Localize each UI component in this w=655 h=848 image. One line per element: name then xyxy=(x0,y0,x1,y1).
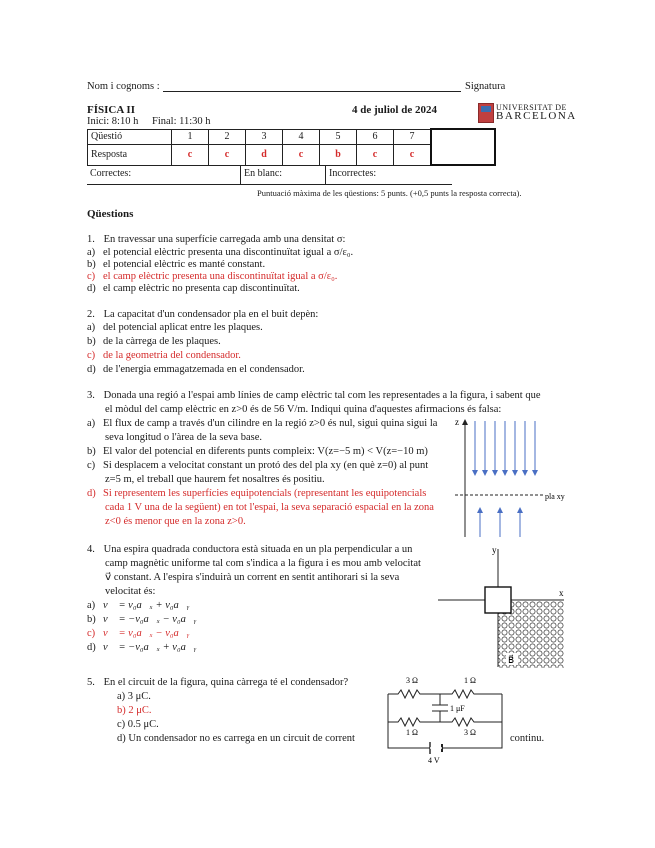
q4-option-a[interactable]: a) v⃗ = v₀a⃗ₓ + v₀a⃗ᵧ xyxy=(87,600,190,611)
q3-option-a-line2: seva longitud o l'àrea de la seva base. xyxy=(105,432,262,443)
q1-option-a[interactable]: a) el potencial elèctric presenta una discontinuïtat igual a σ/ε₀. xyxy=(87,247,354,258)
exam-date: 4 de juliol de 2024 xyxy=(352,104,437,116)
wire-right xyxy=(442,694,502,748)
q3-option-c-line1[interactable]: c) Si desplacem a velocitat constant un protó des del pla xy (en què z=0) al punt xyxy=(87,460,429,471)
answer-header: Resposta xyxy=(88,144,172,165)
resistor-top-right xyxy=(440,690,502,698)
q3-stem-line1: 3. Donada una regió a l'espai amb línies de camp elèctric tal com les representades a la figura, i sabent que xyxy=(87,390,541,401)
blank-label: En blanc: xyxy=(244,168,283,179)
score-box[interactable] xyxy=(431,129,495,165)
question-header: Qüestió xyxy=(88,129,172,144)
answer-cell[interactable]: b xyxy=(320,144,357,165)
field-lines-figure xyxy=(455,415,565,540)
tally-row xyxy=(87,166,452,185)
q4-stem-line2: camp magnètic uniforme tal com s'indica a la figura i es mou amb velocitat xyxy=(105,558,421,569)
answer-cell[interactable]: c xyxy=(357,144,394,165)
circuit-figure xyxy=(380,672,508,764)
resistor-bottom-left xyxy=(388,718,440,726)
q3-option-d-line3: z<0 és menor que en la zona z>0. xyxy=(105,516,246,527)
battery-label: 4 V xyxy=(428,756,440,764)
z-axis-arrow-icon xyxy=(462,419,468,425)
question-number: 2 xyxy=(209,129,246,144)
answer-cell[interactable]: c xyxy=(283,144,320,165)
q4-stem-line1: 4. Una espira quadrada conductora està situada en un pla perpendicular a un xyxy=(87,544,413,555)
q2-option-d[interactable]: d) de l'energia emmagatzemada en el condensador. xyxy=(87,364,305,375)
question-number: 6 xyxy=(357,129,394,144)
q4-option-c[interactable]: c) v⃗ = v₀a⃗ₓ − v₀a⃗ᵧ xyxy=(87,628,190,639)
q5-option-a[interactable]: a) 3 μC. xyxy=(117,691,151,702)
xy-plane-label: pla xy xyxy=(545,492,565,501)
square-loop xyxy=(485,587,511,613)
q1-stem: 1. En travessar una superfície carregada amb una densitat σ: xyxy=(87,234,346,245)
name-label: Nom i cognoms : xyxy=(87,81,160,92)
q3-option-d-line1[interactable]: d) Si representem les superfícies equipotencials (representant les equipotencials xyxy=(87,488,427,499)
correct-label: Correctes: xyxy=(90,168,132,179)
incorrect-label: Incorrectes: xyxy=(329,168,377,179)
question-number: 7 xyxy=(394,129,432,144)
wire-left xyxy=(388,694,430,748)
university-logo-icon xyxy=(478,103,494,123)
q3-option-a-line1[interactable]: a) El flux de camp a través d'un cilindre en la regió z>0 és nul, sigui quina sigui la xyxy=(87,418,438,429)
answer-cell[interactable]: c xyxy=(172,144,209,165)
y-axis-label: y xyxy=(492,545,497,555)
r-top-left-label: 3 Ω xyxy=(406,676,418,685)
q2-option-b[interactable]: b) de la càrrega de les plaques. xyxy=(87,336,221,347)
capacitor-label: 1 μF xyxy=(450,704,465,713)
answer-cell[interactable]: d xyxy=(246,144,283,165)
resistor-top-left xyxy=(388,690,440,698)
q4-stem-line4: velocitat és: xyxy=(105,586,156,597)
end-time: Final: 11:30 h xyxy=(152,116,211,127)
q5-option-d[interactable]: d) Un condensador no es carrega en un circuit de corrent xyxy=(117,733,355,744)
name-line[interactable] xyxy=(163,91,461,92)
answer-table xyxy=(87,128,496,166)
b-field-label: B⃗ xyxy=(508,655,515,665)
q5-stem: 5. En el circuit de la figura, quina càrrega té el condensador? xyxy=(87,677,349,688)
question-row xyxy=(88,129,496,144)
question-number: 4 xyxy=(283,129,320,144)
q2-option-a[interactable]: a) del potencial aplicat entre les plaques. xyxy=(87,322,263,333)
q3-option-b[interactable]: b) El valor del potencial en diferents punts compleix: V(z=−5 m) < V(z=−10 m) xyxy=(87,446,428,457)
q3-option-c-line2: z=5 m, el treball que haurem fet nosaltres és positiu. xyxy=(105,474,325,485)
q5-option-d-end: continu. xyxy=(510,733,545,744)
university-name-small: UNIVERSITAT DE xyxy=(496,103,567,112)
question-number: 3 xyxy=(246,129,283,144)
q1-option-d[interactable]: d) el camp elèctric no presenta cap discontinuïtat. xyxy=(87,283,300,294)
answer-cell[interactable]: c xyxy=(394,144,432,165)
university-name: BARCELONA xyxy=(496,110,577,122)
x-axis-label: x xyxy=(559,588,564,598)
q3-option-d-line2: cada 1 V una de la següent) en tot l'espai, la seva separació espacial en la zona xyxy=(105,502,434,513)
course-title: FÍSICA II xyxy=(87,104,135,116)
z-axis-label: z xyxy=(455,417,459,427)
question-number: 5 xyxy=(320,129,357,144)
q3-stem-line2: el mòdul del camp elèctric en z>0 és de 56 V/m. Indiqui quina d'aquestes afirmacions és falsa: xyxy=(105,404,502,415)
q4-stem-line3: v⃗ constant. A l'espira s'induirà un corrent en sentit antihorari si la seva xyxy=(105,572,400,583)
q2-stem: 2. La capacitat d'un condensador pla en el buit depèn: xyxy=(87,309,319,320)
answer-cell[interactable]: c xyxy=(209,144,246,165)
score-note: Puntuació màxima de les qüestions: 5 punts. (+0,5 punts la resposta correcta). xyxy=(257,188,522,198)
r-bottom-right-label: 3 Ω xyxy=(464,728,476,737)
resistor-bottom-right xyxy=(440,718,502,726)
q5-option-c[interactable]: c) 0.5 μC. xyxy=(117,719,159,730)
question-number: 1 xyxy=(172,129,209,144)
q2-option-c[interactable]: c) de la geometria del condensador. xyxy=(87,350,241,361)
q1-option-c[interactable]: c) el camp elèctric presenta una discontinuïtat igual a σ/ε₀. xyxy=(87,271,338,282)
section-title: Qüestions xyxy=(87,208,134,220)
loop-figure xyxy=(438,545,568,670)
q1-option-b[interactable]: b) el potencial elèctric es manté constant. xyxy=(87,259,266,270)
r-bottom-left-label: 1 Ω xyxy=(406,728,418,737)
q5-option-b[interactable]: b) 2 μC. xyxy=(117,705,152,716)
start-time: Inici: 8:10 h xyxy=(87,116,139,127)
q4-option-d[interactable]: d) v⃗ = −v₀a⃗ₓ + v₀a⃗ᵧ xyxy=(87,642,197,653)
q4-option-b[interactable]: b) v⃗ = −v₀a⃗ₓ − v₀a⃗ᵧ xyxy=(87,614,197,625)
signature-label: Signatura xyxy=(465,81,506,92)
r-top-right-label: 1 Ω xyxy=(464,676,476,685)
